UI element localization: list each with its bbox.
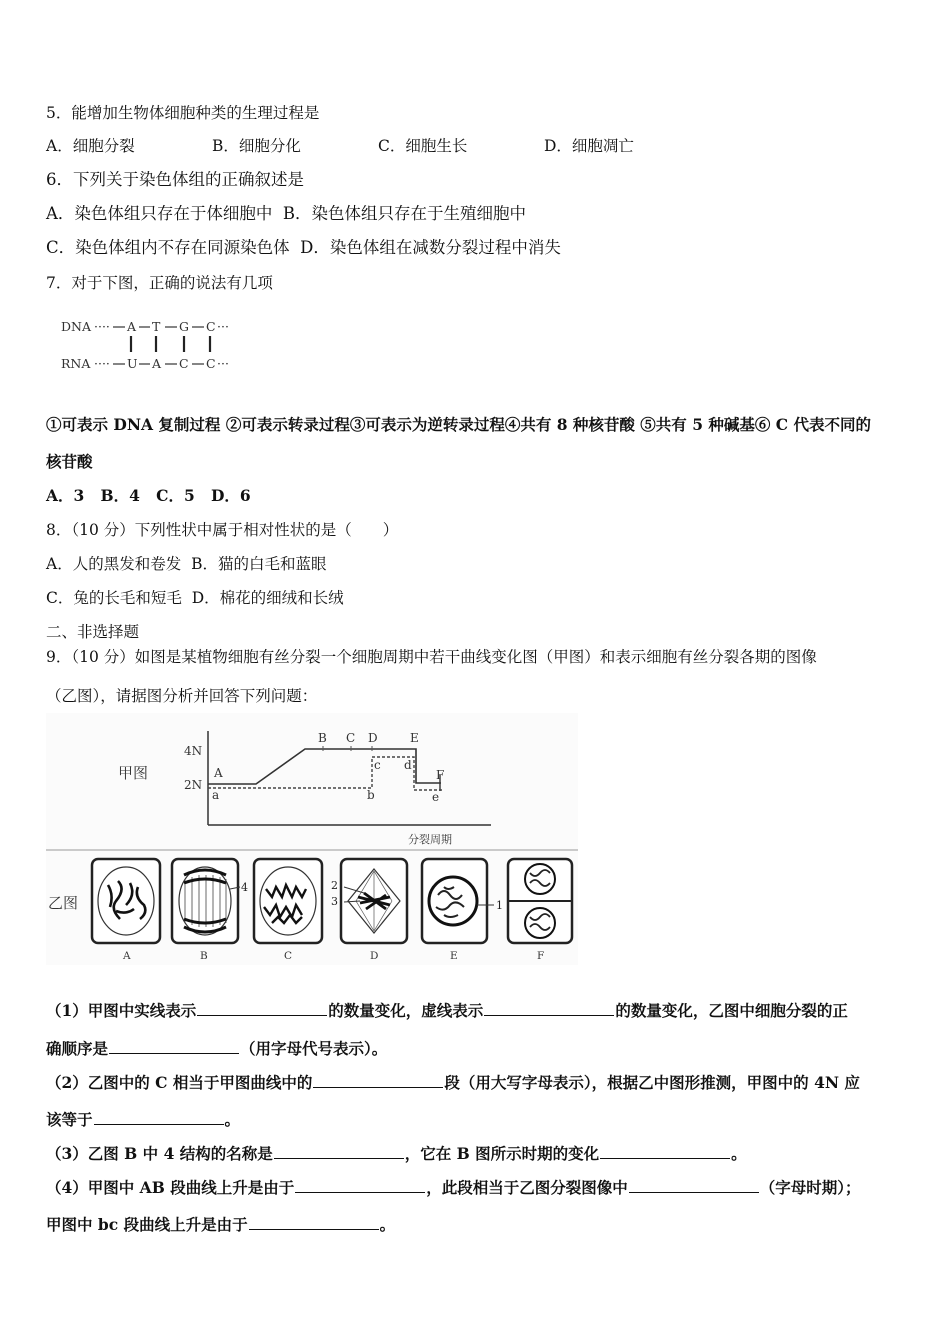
q6-stem: 6．下列关于染色体组的正确叙述是 <box>46 170 304 189</box>
rna-base-2: A <box>152 356 162 371</box>
rna-dots: ···· <box>94 356 110 371</box>
q9-sub4-text-2: ，此段相当于乙图分裂图像中 <box>426 1178 628 1197</box>
q5-stem: 5．能增加生物体细胞种类的生理过程是 <box>46 104 320 122</box>
q9-sub4-text-1: （4）甲图中 AB 段曲线上升是由于 <box>46 1178 295 1197</box>
point-b: b <box>367 788 375 802</box>
dna-base-2: T <box>152 319 161 334</box>
q7-option-c: C．5 <box>156 486 195 505</box>
q9-sub2-text-3: 该等于 <box>46 1110 93 1129</box>
q5-option-a: A．细胞分裂 <box>46 137 135 155</box>
answer-blank-3[interactable] <box>109 1039 239 1054</box>
dna-base-3: G <box>179 319 189 334</box>
cell-A <box>92 859 160 943</box>
y-tick-2n: 2N <box>184 778 203 792</box>
q9-sub3-text-3: 。 <box>731 1144 747 1163</box>
q9-stem: 9．（10 分）如图是某植物细胞有丝分裂一个细胞周期中若干曲线变化图（甲图）和表示细胞有丝分裂各期的图像 <box>46 648 817 666</box>
q7-statements-cont: 核苷酸 <box>46 452 93 471</box>
q8-option-c: C．兔的长毛和短毛 <box>46 589 182 607</box>
point-c: c <box>374 758 381 772</box>
cell-label-B: B <box>200 950 208 962</box>
rna-label: RNA <box>61 356 91 371</box>
q9-sub3-text-2: ，它在 B 图所示时期的变化 <box>404 1144 600 1163</box>
y-tick-4n: 4N <box>184 744 203 758</box>
q7-option-b: B．4 <box>100 486 140 505</box>
q8-options-cd <box>46 588 344 608</box>
point-a: a <box>212 788 220 802</box>
structure-label-1: 1 <box>496 899 503 912</box>
section-title: 二、非选择题 <box>46 623 140 641</box>
rna-base-1: U <box>127 356 138 371</box>
q6-option-a: A．染色体组只存在于体细胞中 <box>46 204 273 223</box>
q6-option-c: C．染色体组内不存在同源染色体 <box>46 238 290 257</box>
point-A: A <box>214 766 223 780</box>
answer-blank-1[interactable] <box>197 1001 327 1016</box>
dna-rna-figure <box>55 312 255 380</box>
q9-sub1-text-4: 确顺序是 <box>46 1039 109 1058</box>
cell-B <box>172 859 248 943</box>
q7-option-d: D．6 <box>210 486 251 505</box>
q6-option-d: D．染色体组在减数分裂过程中消失 <box>300 238 561 257</box>
cell-label-D: D <box>370 950 379 962</box>
answer-blank-2[interactable] <box>484 1001 614 1016</box>
point-E: E <box>410 731 419 745</box>
q9-figure <box>46 713 578 965</box>
q5-option-c: C．细胞生长 <box>378 137 468 155</box>
dna-label: DNA <box>61 319 91 334</box>
q9-sub1-cont <box>46 1039 387 1059</box>
base-pair-bonds <box>131 336 210 352</box>
answer-blank-7[interactable] <box>600 1144 730 1159</box>
dna-base-1: A <box>127 319 137 334</box>
structure-label-3: 3 <box>331 895 338 908</box>
point-F: F <box>436 768 445 782</box>
q7-option-a: A．3 <box>46 486 85 505</box>
rna-base-4: C <box>206 356 216 371</box>
rna-base-3: C <box>179 356 189 371</box>
q8-options-ab <box>46 554 326 574</box>
point-D: D <box>368 731 378 745</box>
q8-option-d: D．棉花的细绒和长绒 <box>191 589 344 607</box>
q9-sub4-text-5: 。 <box>379 1215 396 1234</box>
point-e: e <box>432 790 440 804</box>
q9-sub1-text-3: 的数量变化，乙图中细胞分裂的正 <box>615 1001 848 1020</box>
cell-label-F: F <box>537 950 545 962</box>
cell-label-C: C <box>284 950 293 962</box>
q9-sub1 <box>46 1001 848 1021</box>
q6-options-ab <box>46 204 526 224</box>
answer-blank-8[interactable] <box>295 1178 425 1193</box>
q9-sub4-text-3: （字母时期）； <box>759 1178 861 1197</box>
dna-tail-dots: ··· <box>217 319 229 334</box>
q9-sub1-text-5: （用字母代号表示）。 <box>240 1039 388 1058</box>
q9-sub2-text-2: 段（用大写字母表示），根据乙中图形推测，甲图中的 4N 应 <box>444 1073 860 1092</box>
q7-options <box>46 486 251 506</box>
cell-label-E: E <box>450 950 458 962</box>
answer-blank-9[interactable] <box>629 1178 759 1193</box>
q9-sub2-cont <box>46 1110 240 1130</box>
cell-F <box>508 859 572 943</box>
q6-option-b: B．染色体组只存在于生殖细胞中 <box>282 204 527 223</box>
answer-blank-6[interactable] <box>274 1144 404 1159</box>
answer-blank-5[interactable] <box>94 1110 224 1125</box>
q9-sub4 <box>46 1178 861 1198</box>
cell-C <box>254 859 322 943</box>
q9-sub3-text-1: （3）乙图 B 中 4 结构的名称是 <box>46 1144 273 1163</box>
x-axis-label: 分裂周期 <box>408 833 452 846</box>
cell-D <box>331 859 407 943</box>
rna-tail-dots: ··· <box>217 356 229 371</box>
q9-sub1-text-2: 的数量变化，虚线表示 <box>328 1001 484 1020</box>
q8-option-a: A．人的黑发和卷发 <box>46 555 182 573</box>
point-C: C <box>346 731 356 745</box>
point-B: B <box>318 731 327 745</box>
q9-sub2-text-1: （2）乙图中的 C 相当于甲图曲线中的 <box>46 1073 313 1092</box>
jia-label: 甲图 <box>118 764 149 782</box>
q5-options <box>46 136 634 156</box>
answer-blank-10[interactable] <box>249 1215 379 1230</box>
q9-sub2-text-4: 。 <box>224 1110 241 1129</box>
point-d: d <box>404 758 412 772</box>
cell-label-A: A <box>123 950 131 962</box>
q9-sub4-cont <box>46 1215 395 1235</box>
q6-options-cd <box>46 238 561 258</box>
yi-label: 乙图 <box>48 894 79 912</box>
answer-blank-4[interactable] <box>313 1073 443 1088</box>
dna-dots: ···· <box>94 319 110 334</box>
q8-option-b: B．猫的白毛和蓝眼 <box>191 555 327 573</box>
q9-stem-cont: （乙图），请据图分析并回答下列问题： <box>46 687 318 705</box>
structure-label-4: 4 <box>241 881 248 894</box>
q5-option-b: B．细胞分化 <box>212 137 301 155</box>
q9-sub3 <box>46 1144 747 1164</box>
q9-sub2 <box>46 1073 860 1093</box>
q9-sub1-text-1: （1）甲图中实线表示 <box>46 1001 197 1020</box>
q7-statements: ①可表示 DNA 复制过程 ②可表示转录过程③可表示为逆转录过程④共有 8 种核苷酸 ⑤共有 5 种碱基⑥ C 代表不同的 <box>46 415 872 434</box>
q8-stem: 8．（10 分）下列性状中属于相对性状的是（ ） <box>46 521 399 539</box>
q7-stem: 7．对于下图，正确的说法有几项 <box>46 274 273 292</box>
q9-sub4-text-4: 甲图中 bc 段曲线上升是由于 <box>46 1215 248 1234</box>
dna-base-4: C <box>206 319 216 334</box>
q5-option-d: D．细胞凋亡 <box>544 137 634 155</box>
structure-label-2: 2 <box>331 879 338 892</box>
